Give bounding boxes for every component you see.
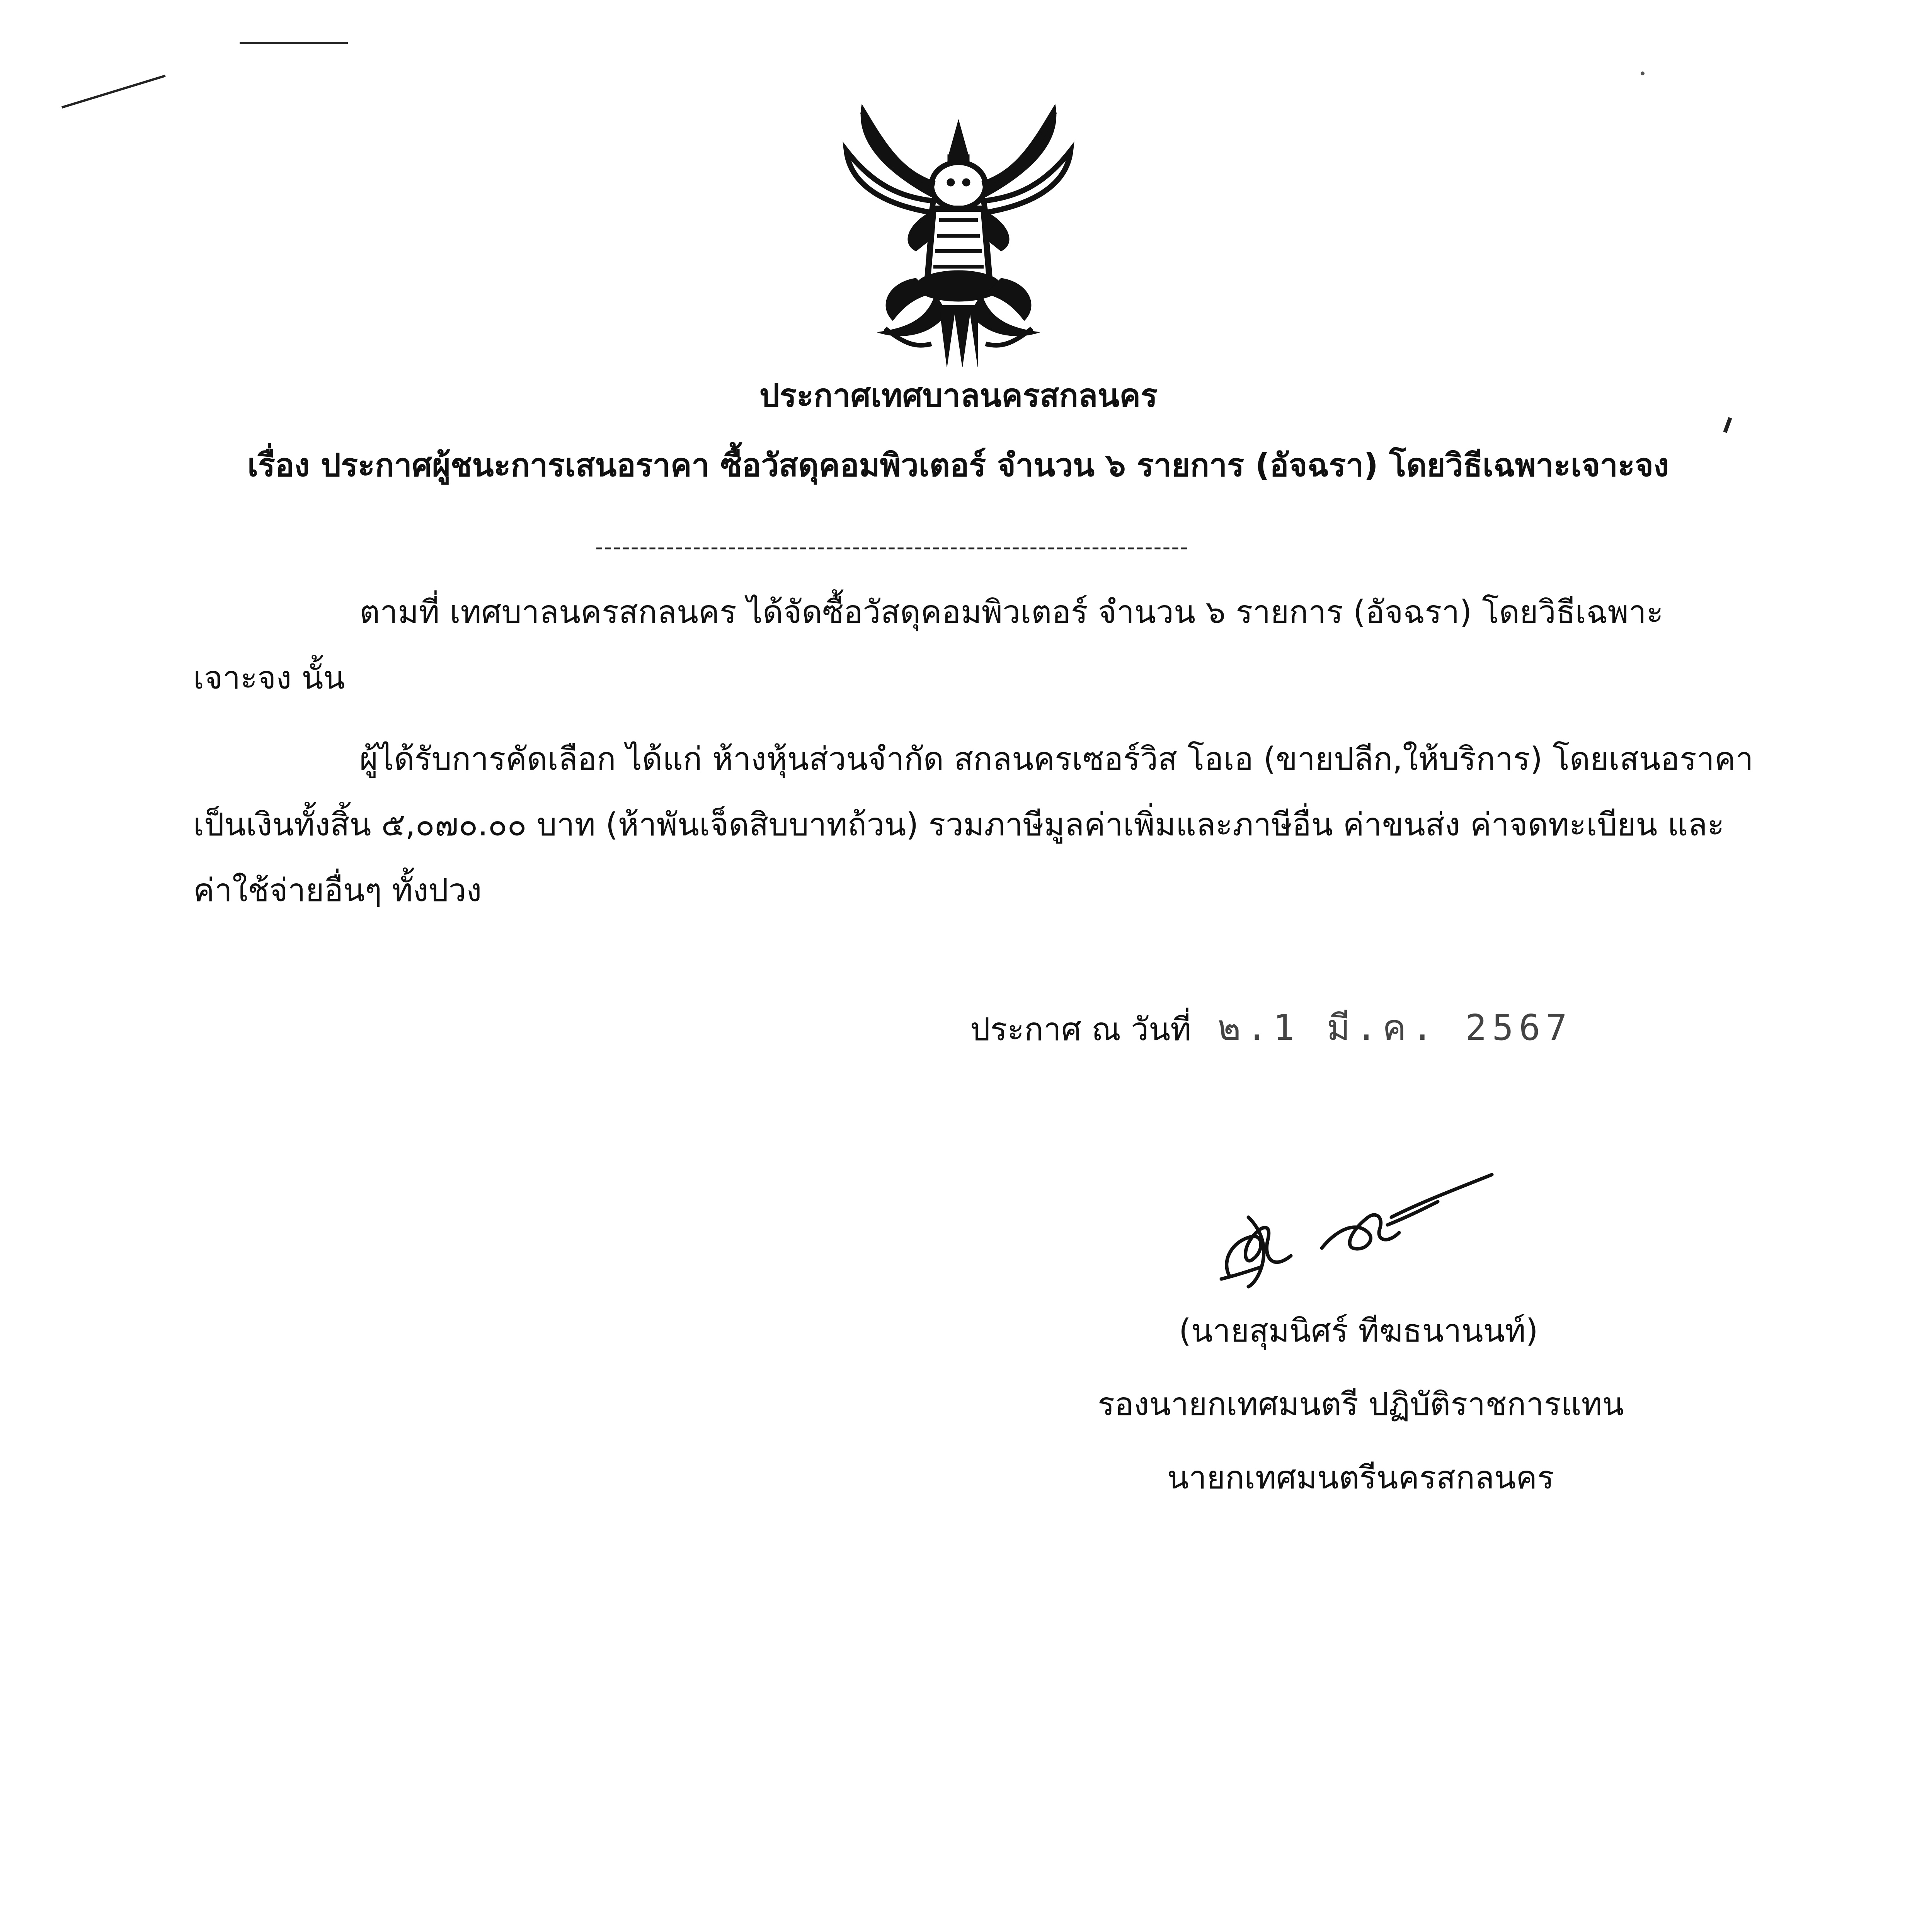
announcement-label: ประกาศ ณ วันที่: [970, 1011, 1192, 1048]
page-title: ประกาศเทศบาลนครสกลนคร: [759, 378, 1158, 414]
date-stamp: ๒.1 มี.ค. 2567: [1217, 1007, 1573, 1048]
scan-mark-top: [240, 42, 348, 44]
subject-tick-mark: [1723, 417, 1732, 433]
signatory-name: (นายสุมนิศร์ ทีฆธนานนท์): [1179, 1313, 1538, 1349]
scan-mark-slash: [61, 75, 166, 109]
paragraph-2-line-1: ผู้ได้รับการคัดเลือก ได้แก่ ห้างหุ้นส่วนจำกัด สกลนครเซอร์วิส โอเอ (ขายปลีก,ให้บริการ) โดยเสนอราคา: [359, 741, 1754, 777]
paragraph-2-line-3: ค่าใช้จ่ายอื่นๆ ทั้งปวง: [193, 872, 482, 909]
paragraph-2-line-2: เป็นเงินทั้งสิ้น ๕,๐๗๐.๐๐ บาท (ห้าพันเจ็ดสิบบาทถ้วน) รวมภาษีมูลค่าเพิ่มและภาษีอื่น ค่าขนส่ง ค่าจดทะเบียน และ: [193, 806, 1725, 843]
paragraph-1-line-2: เจาะจง นั้น: [193, 660, 345, 696]
document-subject: เรื่อง ประกาศผู้ชนะการเสนอราคา ซื้อวัสดุคอมพิวเตอร์ จำนวน ๖ รายการ (อัจฉรา) โดยวิธีเฉพาะเจาะจง: [247, 447, 1669, 484]
scan-speck: [1641, 71, 1645, 75]
signatory-position-line-2: นายกเทศมนตรีนครสกลนคร: [1167, 1459, 1554, 1496]
paragraph-1-line-1: ตามที่ เทศบาลนครสกลนคร ได้จัดซื้อวัสดุคอมพิวเตอร์ จำนวน ๖ รายการ (อัจฉรา) โดยวิธีเฉพาะ: [359, 594, 1663, 631]
signature: [1206, 1159, 1507, 1291]
garuda-emblem-icon: [839, 97, 1078, 375]
header-divider: -------------------------------------------------------------------: [595, 534, 1189, 560]
signatory-position: รองนายกเทศมนตรี ปฏิบัติราชการแทน: [1098, 1386, 1624, 1423]
